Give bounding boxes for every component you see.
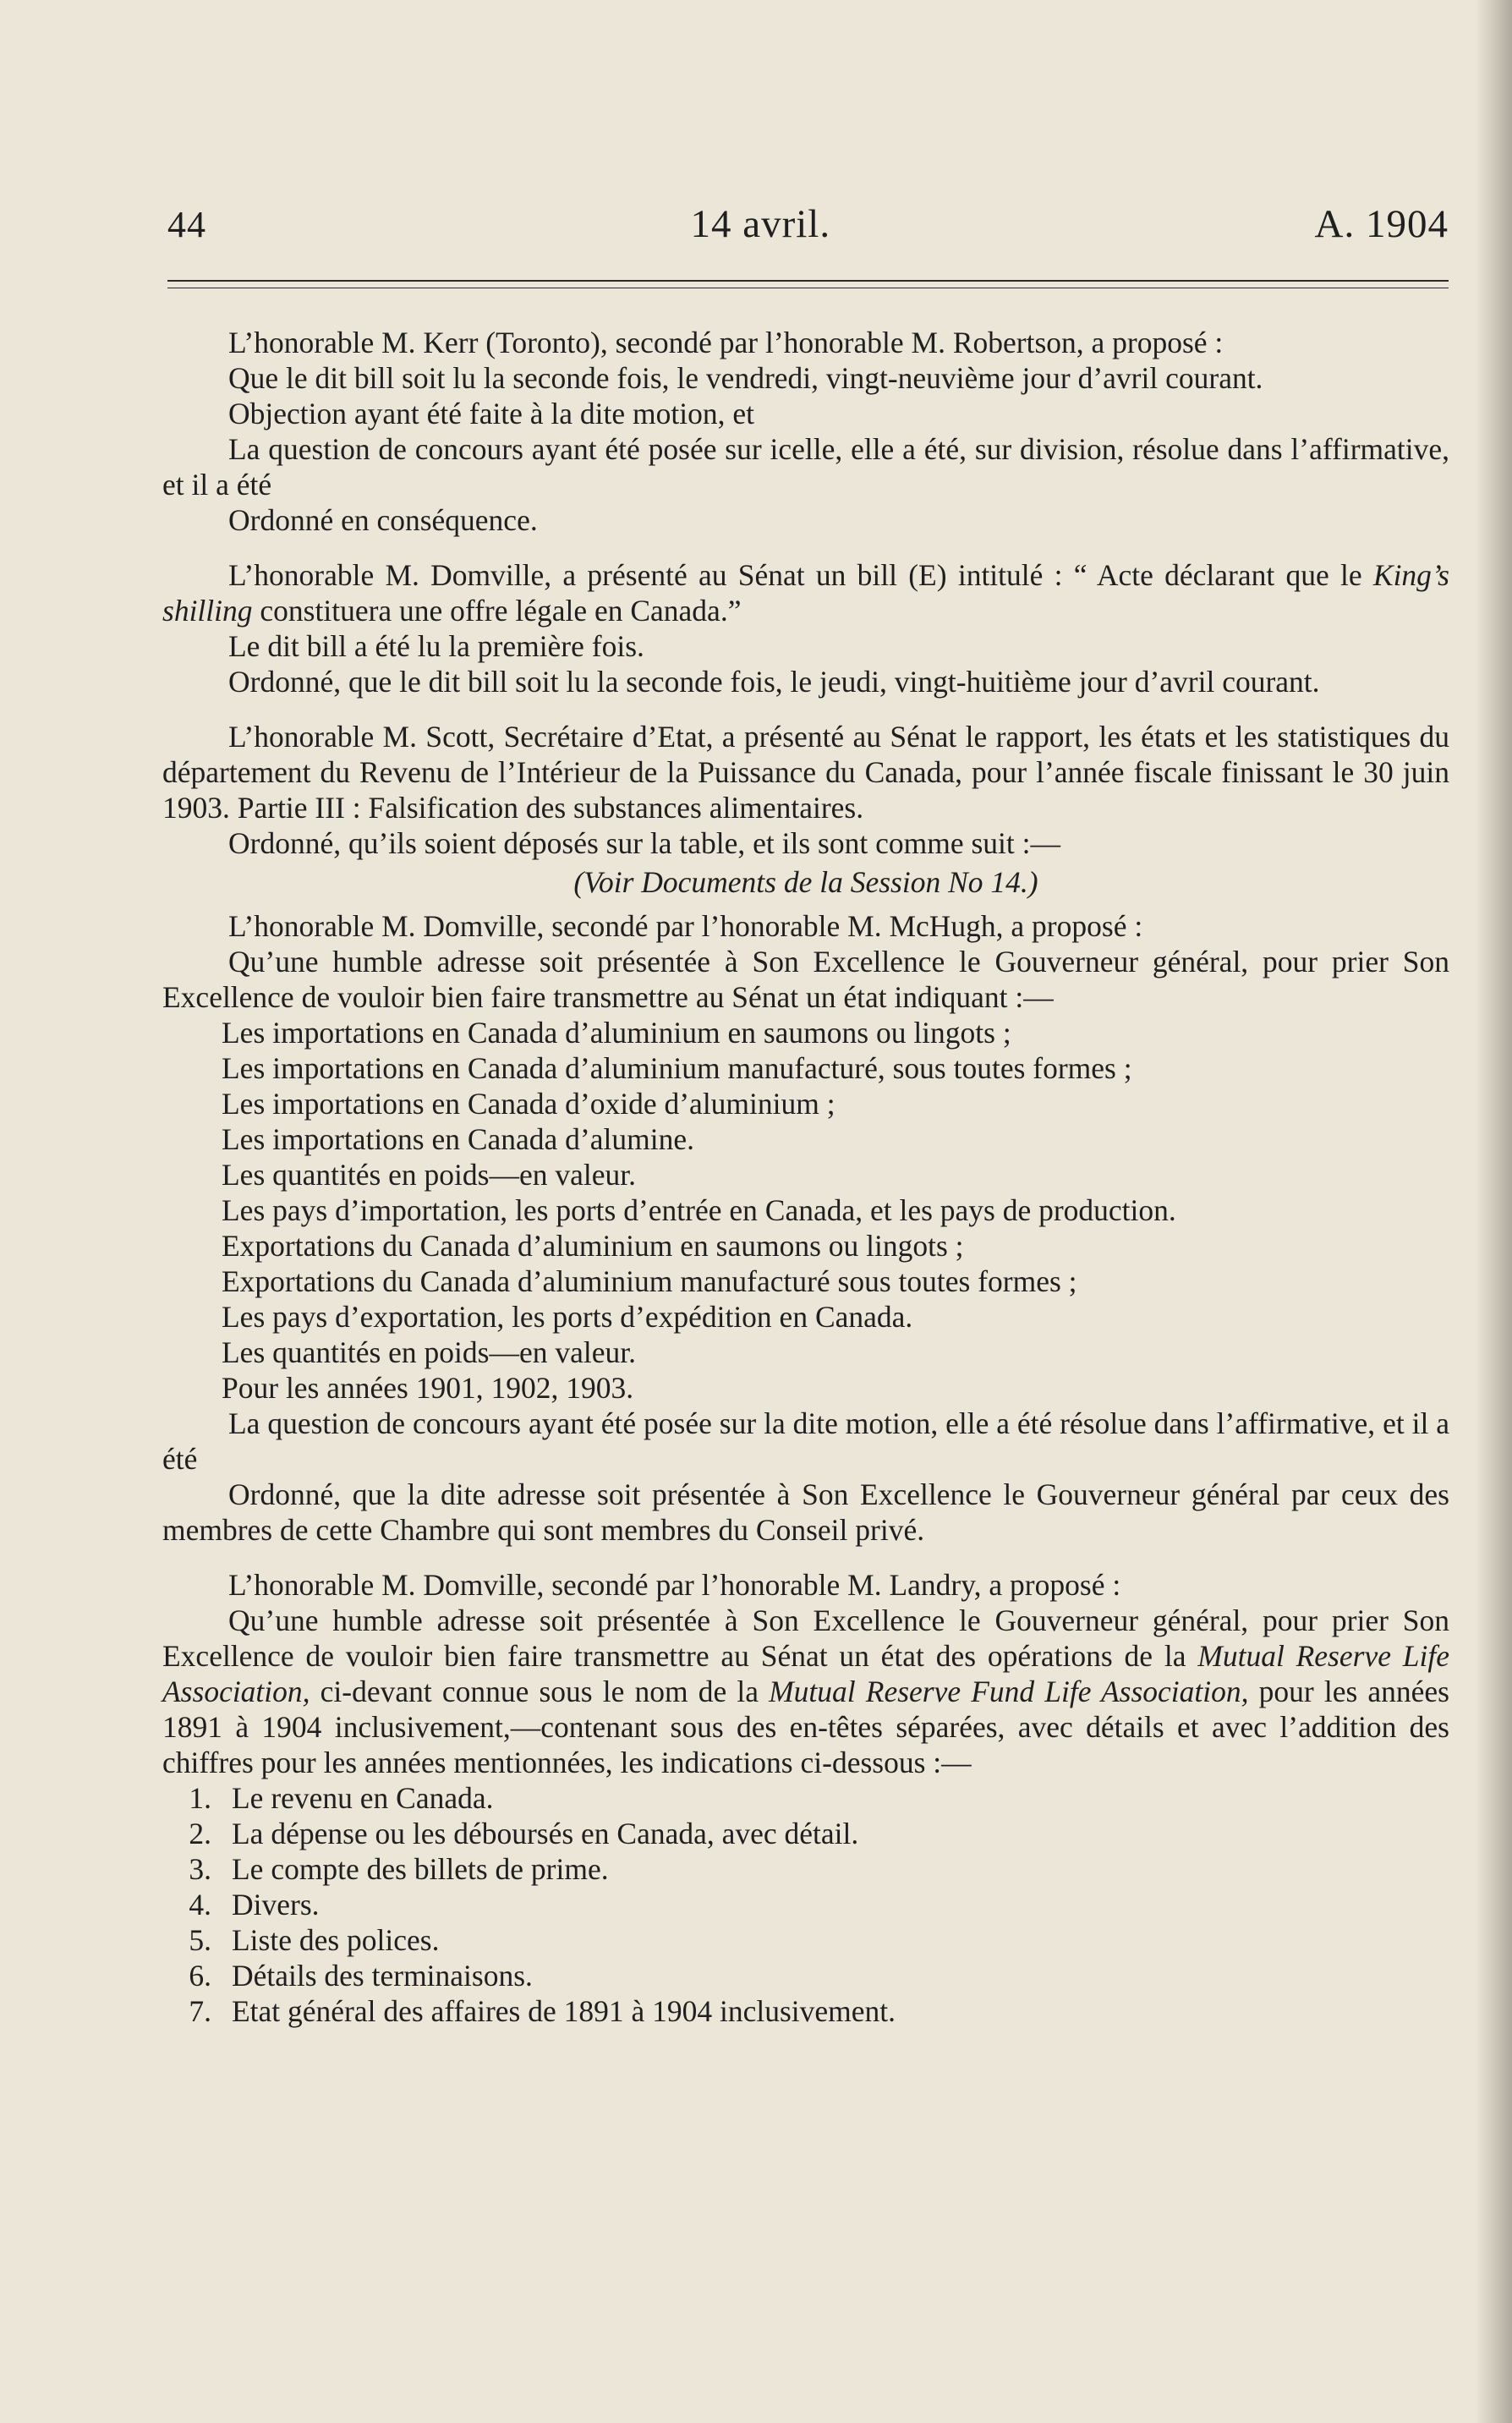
- item-text: Etat général des affaires de 1891 à 1904 inclusivement.: [232, 1994, 896, 2028]
- list-item: Exportations du Canada d’aluminium en saumons ou lingots ;: [222, 1229, 964, 1263]
- paragraph-address-1: Qu’une humble adresse soit présentée à Son Excellence le Gouverneur général, pour prier Son Excellence de vouloir bien faire transmettre au Sénat un état indiquant :—: [162, 945, 1449, 1014]
- domville-bill-text-b: constituera une offre légale en Canada.”: [252, 594, 742, 628]
- mutual-reserve-fund-italic: Mutual Reserve Fund Life Association,: [769, 1675, 1249, 1708]
- mutual-reserve-italic: Mutual Reserve Life Association,: [162, 1639, 1449, 1708]
- header-year: A. 1904: [1314, 202, 1449, 246]
- paragraph-address-2: [162, 1603, 1449, 1780]
- list-item: Les importations en Canada d’aluminium manufacturé, sous toutes formes ;: [222, 1051, 1132, 1085]
- paragraph-domville-mchugh: L’honorable M. Domville, secondé par l’honorable M. McHugh, a proposé :: [228, 909, 1143, 943]
- list-item: [162, 1816, 1449, 1851]
- header-date: 14 avril.: [690, 202, 831, 246]
- item-number: 6.: [189, 1959, 211, 1993]
- list-item: Les importations en Canada d’alumine.: [222, 1122, 694, 1156]
- item-number: 1.: [189, 1781, 211, 1815]
- item-number: 4.: [189, 1888, 211, 1921]
- address-2-text-b: ci-devant connue sous le nom de la: [310, 1675, 770, 1708]
- paragraph-question-1: La question de concours ayant été posée sur icelle, elle a été, sur division, résolue dans l’affirmative, et il a été: [162, 432, 1449, 502]
- item-text: Le revenu en Canada.: [232, 1781, 494, 1815]
- paragraph-ordered-4: Ordonné, que la dite adresse soit présentée à Son Excellence le Gouverneur général par ceux des membres de cette Chambre qui sont membres du Conseil privé.: [162, 1477, 1449, 1547]
- paragraph-objection: Objection ayant été faite à la dite motion, et: [228, 397, 754, 430]
- paragraph-kerr-text: Que le dit bill soit lu la seconde fois, le vendredi, vingt-neuvième jour d’avril courant.: [228, 361, 1263, 395]
- list-item: Les quantités en poids—en valeur.: [222, 1335, 636, 1369]
- list-item: Les importations en Canada d’oxide d’aluminium ;: [222, 1087, 835, 1121]
- page-header: [167, 201, 1449, 247]
- address-2-text-a: Qu’une humble adresse soit présentée à Son Excellence le Gouverneur général, pour prier Son Excellence de vouloir bien faire transmettre au Sénat un état des opérations de la: [162, 1603, 1449, 1673]
- item-number: 2.: [189, 1817, 211, 1850]
- list-item: [162, 1993, 1449, 2029]
- item-text: Détails des terminaisons.: [232, 1959, 533, 1993]
- paragraph-domville-bill: [162, 557, 1449, 628]
- paragraph-ordered-3: Ordonné, qu’ils soient déposés sur la table, et ils sont comme suit :—: [228, 826, 1060, 860]
- kings-shilling-italic: King’s shilling: [162, 558, 1449, 628]
- page-number: 44: [167, 204, 206, 245]
- page-edge-shadow: [1475, 0, 1512, 2423]
- paragraph-kerr-motion: L’honorable M. Kerr (Toronto), secondé par l’honorable M. Robertson, a proposé :: [228, 326, 1224, 359]
- list-item: Exportations du Canada d’aluminium manufacturé sous toutes formes ;: [222, 1264, 1077, 1298]
- item-number: 7.: [189, 1994, 211, 2028]
- list-item: Les pays d’importation, les ports d’entrée en Canada, et les pays de production.: [222, 1193, 1176, 1227]
- list-item: Les quantités en poids—en valeur.: [222, 1158, 636, 1192]
- paragraph-question-2: La question de concours ayant été posée sur la dite motion, elle a été résolue dans l’affirmative, et il a été: [162, 1406, 1449, 1476]
- item-text: Divers.: [232, 1888, 320, 1921]
- list-item: [162, 1780, 1449, 1816]
- list-item: Les importations en Canada d’aluminium en saumons ou lingots ;: [222, 1016, 1011, 1050]
- item-number: 5.: [189, 1923, 211, 1957]
- address-2-text-c: pour les années 1891 à 1904 inclusivement,—contenant sous des en-têtes séparées, avec détails et avec l’addition des chiffres pour les années mentionnées, les indications ci-dessous :—: [162, 1675, 1449, 1779]
- document-body: [162, 325, 1449, 2029]
- list-item: [162, 1922, 1449, 1958]
- item-text: Liste des polices.: [232, 1923, 440, 1957]
- item-text: La dépense ou les déboursés en Canada, avec détail.: [232, 1817, 859, 1850]
- paragraph-ordered-1: Ordonné en conséquence.: [228, 503, 538, 537]
- list-item: [162, 1887, 1449, 1922]
- paragraph-ordered-2: Ordonné, que le dit bill soit lu la seconde fois, le jeudi, vingt-huitième jour d’avril courant.: [228, 665, 1320, 699]
- aluminium-list: [162, 1015, 1449, 1406]
- list-item: [162, 1851, 1449, 1887]
- list-item: [162, 1958, 1449, 1993]
- numbered-list: [162, 1780, 1449, 2029]
- item-text: Le compte des billets de prime.: [232, 1852, 609, 1886]
- paragraph-scott-report: L’honorable M. Scott, Secrétaire d’Etat, a présenté au Sénat le rapport, les états et les statistiques du département du Revenu de l’Intérieur de la Puissance du Canada, pour l’année fiscale finissant le 30 juin 1903. Partie III : Falsification des substances alimentaires.: [162, 720, 1449, 825]
- documents-reference: (Voir Documents de la Session No 14.): [573, 865, 1038, 899]
- header-rule: [167, 280, 1449, 282]
- list-item: Pour les années 1901, 1902, 1903.: [222, 1371, 634, 1405]
- item-number: 3.: [189, 1852, 211, 1886]
- paragraph-first-reading: Le dit bill a été lu la première fois.: [228, 629, 644, 663]
- list-item: Les pays d’exportation, les ports d’expédition en Canada.: [222, 1300, 913, 1334]
- domville-bill-text-a: L’honorable M. Domville, a présenté au Sénat un bill (E) intitulé : “ Acte déclarant que le: [228, 558, 1373, 592]
- paragraph-domville-landry: L’honorable M. Domville, secondé par l’honorable M. Landry, a proposé :: [228, 1568, 1121, 1602]
